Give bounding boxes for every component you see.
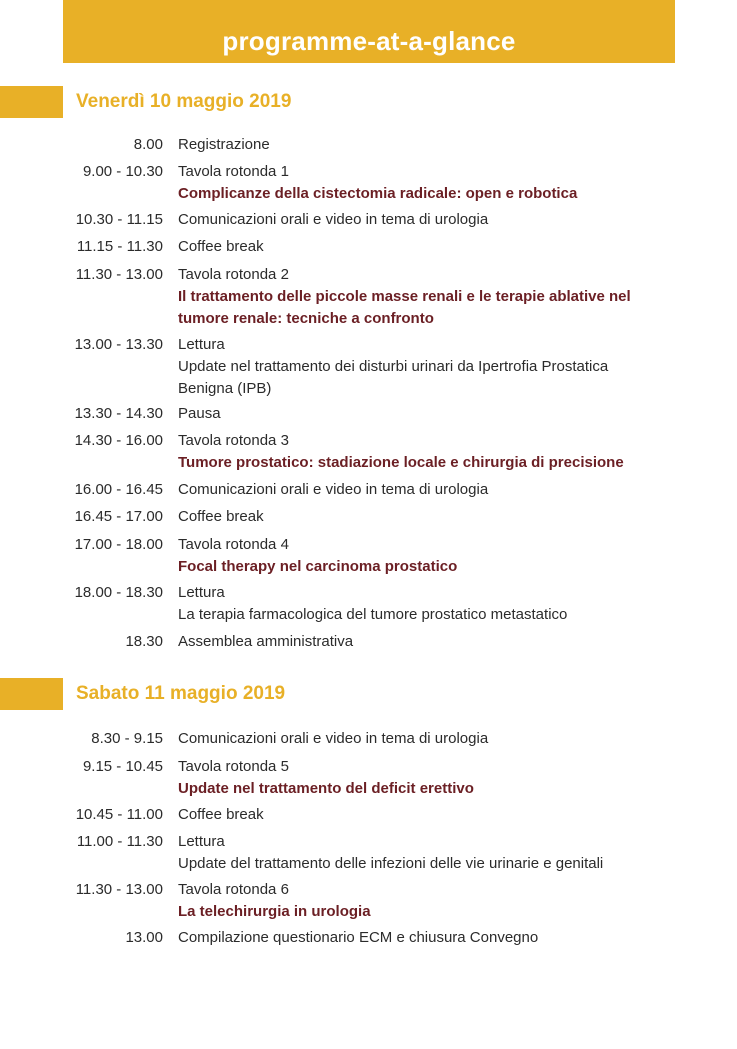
session-time: 13.00 - 13.30 — [74, 336, 163, 353]
session-time: 16.45 - 17.00 — [74, 508, 163, 525]
session-content — [178, 161, 678, 205]
session-content — [178, 430, 678, 474]
session-label: Assemblea amministrativa — [178, 633, 354, 650]
session-content — [178, 879, 678, 923]
session-label: Tavola rotonda 1 — [178, 163, 289, 180]
session-time: 10.30 - 11.15 — [75, 211, 163, 228]
session-label: Lettura — [178, 833, 225, 850]
session-content — [178, 236, 678, 258]
session-time: 11.00 - 11.30 — [76, 833, 163, 850]
session-detail: La terapia farmacologica del tumore prostatico metastatico — [178, 606, 568, 623]
session-time: 10.45 - 11.00 — [75, 806, 163, 823]
session-content — [178, 728, 678, 750]
session-title: Focal therapy nel carcinoma prostatico — [178, 558, 458, 575]
session-time: 11.15 - 11.30 — [76, 238, 163, 255]
session-label: Compilazione questionario ECM e chiusura Convegno — [178, 929, 539, 946]
session-title: Tumore prostatico: stadiazione locale e chirurgia di precisione — [178, 454, 624, 471]
session-content — [178, 134, 678, 156]
day-2-tab-marker — [0, 678, 63, 710]
header-banner — [63, 0, 675, 63]
session-time: 8.00 — [133, 136, 163, 153]
session-time: 17.00 - 18.00 — [74, 536, 163, 553]
session-content — [178, 264, 678, 330]
session-time: 16.00 - 16.45 — [74, 481, 163, 498]
session-content — [178, 831, 678, 875]
session-time: 14.30 - 16.00 — [74, 432, 163, 449]
session-title: tumore renale: tecniche a confronto — [178, 310, 434, 327]
session-detail: Update del trattamento delle infezioni delle vie urinarie e genitali — [178, 855, 604, 872]
day-2-title: Sabato 11 maggio 2019 — [76, 683, 286, 704]
session-label: Tavola rotonda 6 — [178, 881, 289, 898]
session-label: Comunicazioni orali e video in tema di urologia — [178, 211, 489, 228]
session-title: Il trattamento delle piccole masse renali e le terapie ablative nel — [178, 288, 631, 305]
session-title: Complicanze della cistectomia radicale: open e robotica — [178, 185, 578, 202]
page-title: programme-at-a-glance — [222, 26, 516, 56]
session-title: Update nel trattamento del deficit erettivo — [178, 780, 474, 797]
session-label: Comunicazioni orali e video in tema di urologia — [178, 481, 489, 498]
session-content — [178, 756, 678, 800]
session-label: Tavola rotonda 3 — [178, 432, 289, 449]
session-label: Coffee break — [178, 508, 264, 525]
session-time: 8.30 - 9.15 — [91, 730, 163, 747]
session-content — [178, 582, 678, 626]
session-time: 9.00 - 10.30 — [82, 163, 163, 180]
session-content — [178, 804, 678, 826]
session-content — [178, 631, 678, 653]
session-time: 18.30 — [125, 633, 163, 650]
session-label: Coffee break — [178, 238, 264, 255]
session-detail: Update nel trattamento dei disturbi urinari da Ipertrofia Prostatica — [178, 358, 609, 375]
session-time: 18.00 - 18.30 — [74, 584, 163, 601]
session-time: 11.30 - 13.00 — [75, 266, 163, 283]
session-label: Tavola rotonda 5 — [178, 758, 289, 775]
session-label: Lettura — [178, 584, 225, 601]
session-content — [178, 534, 678, 578]
session-time: 11.30 - 13.00 — [75, 881, 163, 898]
session-label: Tavola rotonda 2 — [178, 266, 289, 283]
session-time: 13.30 - 14.30 — [74, 405, 163, 422]
day-1-tab-marker — [0, 86, 63, 118]
session-content — [178, 506, 678, 528]
session-label: Tavola rotonda 4 — [178, 536, 289, 553]
session-time: 9.15 - 10.45 — [82, 758, 163, 775]
session-title: La telechirurgia in urologia — [178, 903, 371, 920]
session-label: Comunicazioni orali e video in tema di urologia — [178, 730, 489, 747]
session-content — [178, 927, 678, 949]
session-content — [178, 334, 678, 400]
session-time: 13.00 — [125, 929, 163, 946]
day-1-title: Venerdì 10 maggio 2019 — [76, 91, 292, 112]
session-content — [178, 209, 678, 231]
session-detail: Benigna (IPB) — [178, 380, 272, 397]
session-label: Pausa — [178, 405, 221, 422]
session-content — [178, 403, 678, 425]
session-content — [178, 479, 678, 501]
session-label: Coffee break — [178, 806, 264, 823]
session-label: Lettura — [178, 336, 225, 353]
session-label: Registrazione — [178, 136, 270, 153]
